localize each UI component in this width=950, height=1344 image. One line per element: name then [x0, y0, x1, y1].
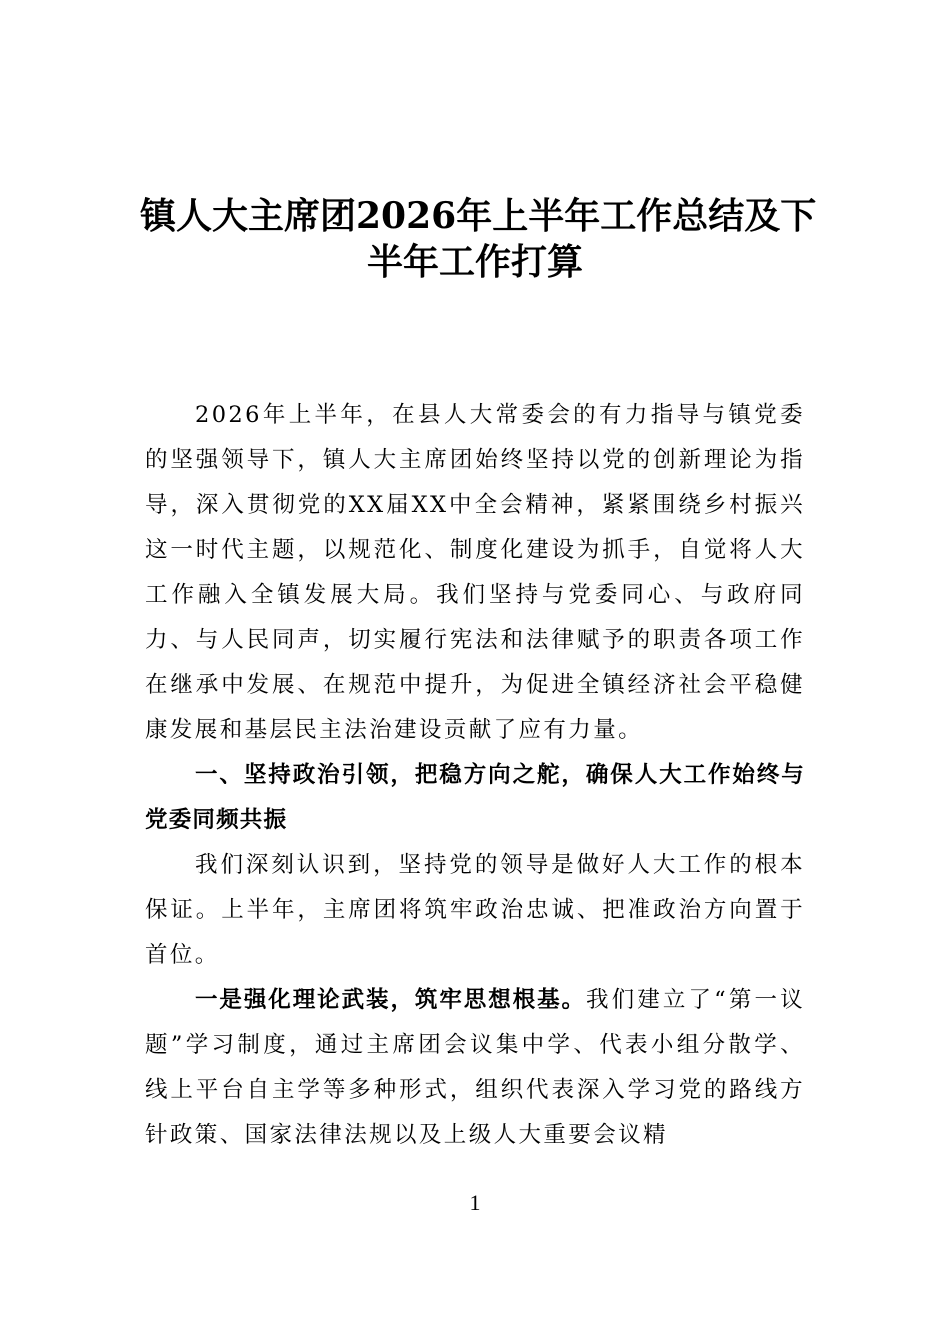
document-title-line-1: 镇人大主席团2026年上半年工作总结及下: [140, 195, 817, 237]
item-1-paragraph: [145, 978, 805, 1158]
item-1-lead: 一是强化理论武装，筑牢思想根基。: [195, 987, 586, 1013]
intro-paragraph: 2026年上半年，在县人大常委会的有力指导与镇党委的坚强领导下，镇人大主席团始终坚持以党的创新理论为指导，深入贯彻党的XX届XX中全会精神，紧紧围绕乡村振兴这一时代主题，以规范化、制度化建设为抓手，自觉将人大工作融入全镇发展大局。我们坚持与党委同心、与政府同力、与人民同声，切实履行宪法和法律赋予的职责各项工作在继承中发展、在规范中提升，为促进全镇经济社会平稳健康发展和基层民主法治建设贡献了应有力量。: [145, 402, 805, 743]
page-number: 1: [469, 1190, 481, 1215]
section-1-heading: 一、坚持政治引领，把稳方向之舵，确保人大工作始终与党委同频共振: [145, 762, 805, 833]
document-title-line-2: 半年工作打算: [366, 241, 583, 283]
section-1-paragraph: 我们深刻认识到，坚持党的领导是做好人大工作的根本保证。上半年，主席团将筑牢政治忠诚、把准政治方向置于首位。: [145, 852, 805, 968]
item-1-text: 我们建立了“第一议题”学习制度，通过主席团会议集中学、代表小组分散学、线上平台自主学等多种形式，组织代表深入学习党的路线方针政策、国家法律法规以及上级人大重要会议精: [145, 987, 805, 1148]
